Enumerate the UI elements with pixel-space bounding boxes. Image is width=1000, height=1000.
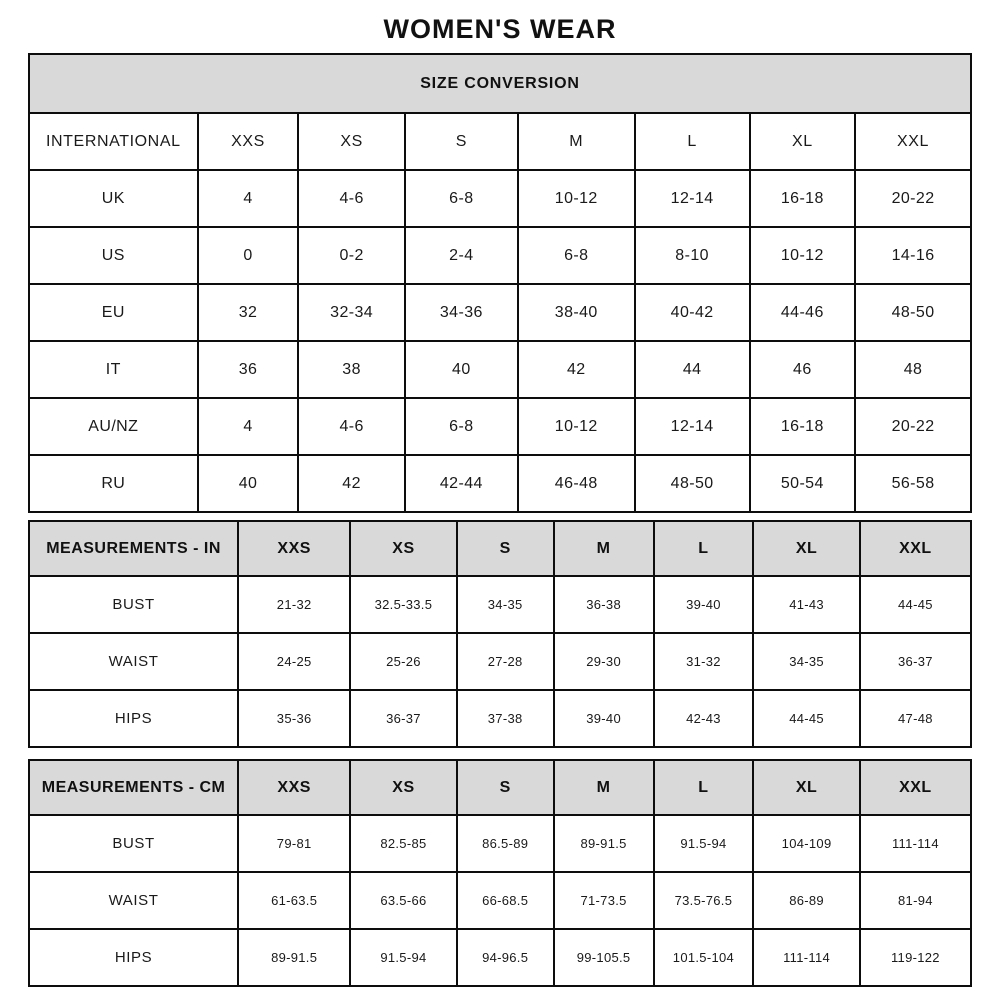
row-label: UK bbox=[29, 170, 198, 227]
row-label: US bbox=[29, 227, 198, 284]
table-row bbox=[29, 227, 971, 284]
measurements-cm-header: MEASUREMENTS - CM bbox=[29, 760, 238, 815]
table-row bbox=[29, 455, 971, 512]
value-cell: 40 bbox=[405, 341, 518, 398]
value-cell: 4-6 bbox=[298, 170, 404, 227]
value-cell: 44-46 bbox=[750, 284, 856, 341]
size-header-xxl: XXL bbox=[855, 113, 971, 170]
size-header-xxl: XXL bbox=[860, 521, 971, 576]
value-cell: 40-42 bbox=[635, 284, 750, 341]
value-cell: 42 bbox=[518, 341, 635, 398]
value-cell: 12-14 bbox=[635, 398, 750, 455]
value-cell: 81-94 bbox=[860, 872, 971, 929]
value-cell: 39-40 bbox=[654, 576, 754, 633]
value-cell: 29-30 bbox=[554, 633, 654, 690]
value-cell: 6-8 bbox=[518, 227, 635, 284]
value-cell: 6-8 bbox=[405, 398, 518, 455]
value-cell: 16-18 bbox=[750, 398, 856, 455]
value-cell: 44 bbox=[635, 341, 750, 398]
measurements-in-header-row bbox=[29, 521, 971, 576]
value-cell: 6-8 bbox=[405, 170, 518, 227]
page-title: WOMEN'S WEAR bbox=[383, 14, 617, 44]
size-header-m: M bbox=[518, 113, 635, 170]
table-row bbox=[29, 284, 971, 341]
size-header-xl: XL bbox=[753, 521, 859, 576]
value-cell: 8-10 bbox=[635, 227, 750, 284]
value-cell: 91.5-94 bbox=[350, 929, 456, 986]
value-cell: 111-114 bbox=[753, 929, 859, 986]
size-header-s: S bbox=[405, 113, 518, 170]
value-cell: 48-50 bbox=[855, 284, 971, 341]
row-label: BUST bbox=[29, 576, 238, 633]
value-cell: 24-25 bbox=[238, 633, 350, 690]
measurements-in-table bbox=[28, 520, 972, 748]
value-cell: 35-36 bbox=[238, 690, 350, 747]
row-label: HIPS bbox=[29, 690, 238, 747]
table-row bbox=[29, 398, 971, 455]
value-cell: 16-18 bbox=[750, 170, 856, 227]
value-cell: 10-12 bbox=[750, 227, 856, 284]
table-row bbox=[29, 872, 971, 929]
row-label: RU bbox=[29, 455, 198, 512]
table-row bbox=[29, 576, 971, 633]
size-header-xs: XS bbox=[350, 760, 456, 815]
value-cell: 4 bbox=[198, 398, 299, 455]
size-header-l: L bbox=[635, 113, 750, 170]
value-cell: 14-16 bbox=[855, 227, 971, 284]
size-conversion-table bbox=[28, 53, 972, 513]
value-cell: 89-91.5 bbox=[238, 929, 350, 986]
size-header-xxs: XXS bbox=[198, 113, 299, 170]
value-cell: 61-63.5 bbox=[238, 872, 350, 929]
value-cell: 20-22 bbox=[855, 398, 971, 455]
value-cell: 86.5-89 bbox=[457, 815, 554, 872]
value-cell: 104-109 bbox=[753, 815, 859, 872]
value-cell: 32.5-33.5 bbox=[350, 576, 456, 633]
size-header-xxs: XXS bbox=[238, 760, 350, 815]
section-banner-row bbox=[29, 54, 971, 113]
value-cell: 79-81 bbox=[238, 815, 350, 872]
value-cell: 25-26 bbox=[350, 633, 456, 690]
size-conversion-header: SIZE CONVERSION bbox=[29, 54, 971, 113]
value-cell: 73.5-76.5 bbox=[654, 872, 754, 929]
size-header-l: L bbox=[654, 760, 754, 815]
table-row bbox=[29, 815, 971, 872]
value-cell: 10-12 bbox=[518, 398, 635, 455]
value-cell: 37-38 bbox=[457, 690, 554, 747]
table-row bbox=[29, 690, 971, 747]
row-label: AU/NZ bbox=[29, 398, 198, 455]
value-cell: 31-32 bbox=[654, 633, 754, 690]
value-cell: 48-50 bbox=[635, 455, 750, 512]
chart-wrap bbox=[28, 53, 972, 987]
table-row bbox=[29, 929, 971, 986]
value-cell: 12-14 bbox=[635, 170, 750, 227]
value-cell: 36-38 bbox=[554, 576, 654, 633]
value-cell: 46 bbox=[750, 341, 856, 398]
table-row bbox=[29, 170, 971, 227]
measurements-cm-header-row bbox=[29, 760, 971, 815]
value-cell: 101.5-104 bbox=[654, 929, 754, 986]
value-cell: 4-6 bbox=[298, 398, 404, 455]
value-cell: 86-89 bbox=[753, 872, 859, 929]
value-cell: 34-36 bbox=[405, 284, 518, 341]
value-cell: 82.5-85 bbox=[350, 815, 456, 872]
value-cell: 32-34 bbox=[298, 284, 404, 341]
size-header-xl: XL bbox=[753, 760, 859, 815]
value-cell: 34-35 bbox=[457, 576, 554, 633]
size-header-s: S bbox=[457, 760, 554, 815]
size-header-xxl: XXL bbox=[860, 760, 971, 815]
value-cell: 20-22 bbox=[855, 170, 971, 227]
row-label: BUST bbox=[29, 815, 238, 872]
label-column-header: INTERNATIONAL bbox=[29, 113, 198, 170]
size-header-xxs: XXS bbox=[238, 521, 350, 576]
value-cell: 2-4 bbox=[405, 227, 518, 284]
measurements-cm-table bbox=[28, 759, 972, 987]
size-header-xl: XL bbox=[750, 113, 856, 170]
value-cell: 50-54 bbox=[750, 455, 856, 512]
value-cell: 42-43 bbox=[654, 690, 754, 747]
row-label: WAIST bbox=[29, 633, 238, 690]
value-cell: 48 bbox=[855, 341, 971, 398]
value-cell: 44-45 bbox=[860, 576, 971, 633]
value-cell: 66-68.5 bbox=[457, 872, 554, 929]
value-cell: 34-35 bbox=[753, 633, 859, 690]
value-cell: 27-28 bbox=[457, 633, 554, 690]
value-cell: 21-32 bbox=[238, 576, 350, 633]
measurements-in-header: MEASUREMENTS - IN bbox=[29, 521, 238, 576]
size-header-row bbox=[29, 113, 971, 170]
value-cell: 71-73.5 bbox=[554, 872, 654, 929]
value-cell: 44-45 bbox=[753, 690, 859, 747]
table-row bbox=[29, 633, 971, 690]
value-cell: 99-105.5 bbox=[554, 929, 654, 986]
row-label: EU bbox=[29, 284, 198, 341]
value-cell: 32 bbox=[198, 284, 299, 341]
value-cell: 38-40 bbox=[518, 284, 635, 341]
size-header-m: M bbox=[554, 760, 654, 815]
value-cell: 91.5-94 bbox=[654, 815, 754, 872]
row-label: HIPS bbox=[29, 929, 238, 986]
value-cell: 41-43 bbox=[753, 576, 859, 633]
row-label: WAIST bbox=[29, 872, 238, 929]
value-cell: 4 bbox=[198, 170, 299, 227]
value-cell: 0 bbox=[198, 227, 299, 284]
value-cell: 38 bbox=[298, 341, 404, 398]
value-cell: 36-37 bbox=[860, 633, 971, 690]
value-cell: 46-48 bbox=[518, 455, 635, 512]
value-cell: 56-58 bbox=[855, 455, 971, 512]
value-cell: 36-37 bbox=[350, 690, 456, 747]
value-cell: 119-122 bbox=[860, 929, 971, 986]
size-header-l: L bbox=[654, 521, 754, 576]
size-header-s: S bbox=[457, 521, 554, 576]
value-cell: 0-2 bbox=[298, 227, 404, 284]
value-cell: 42 bbox=[298, 455, 404, 512]
size-header-xs: XS bbox=[298, 113, 404, 170]
value-cell: 40 bbox=[198, 455, 299, 512]
value-cell: 10-12 bbox=[518, 170, 635, 227]
value-cell: 63.5-66 bbox=[350, 872, 456, 929]
value-cell: 94-96.5 bbox=[457, 929, 554, 986]
table-row bbox=[29, 341, 971, 398]
value-cell: 36 bbox=[198, 341, 299, 398]
value-cell: 39-40 bbox=[554, 690, 654, 747]
value-cell: 42-44 bbox=[405, 455, 518, 512]
row-label: IT bbox=[29, 341, 198, 398]
size-header-xs: XS bbox=[350, 521, 456, 576]
value-cell: 47-48 bbox=[860, 690, 971, 747]
value-cell: 89-91.5 bbox=[554, 815, 654, 872]
size-header-m: M bbox=[554, 521, 654, 576]
value-cell: 111-114 bbox=[860, 815, 971, 872]
